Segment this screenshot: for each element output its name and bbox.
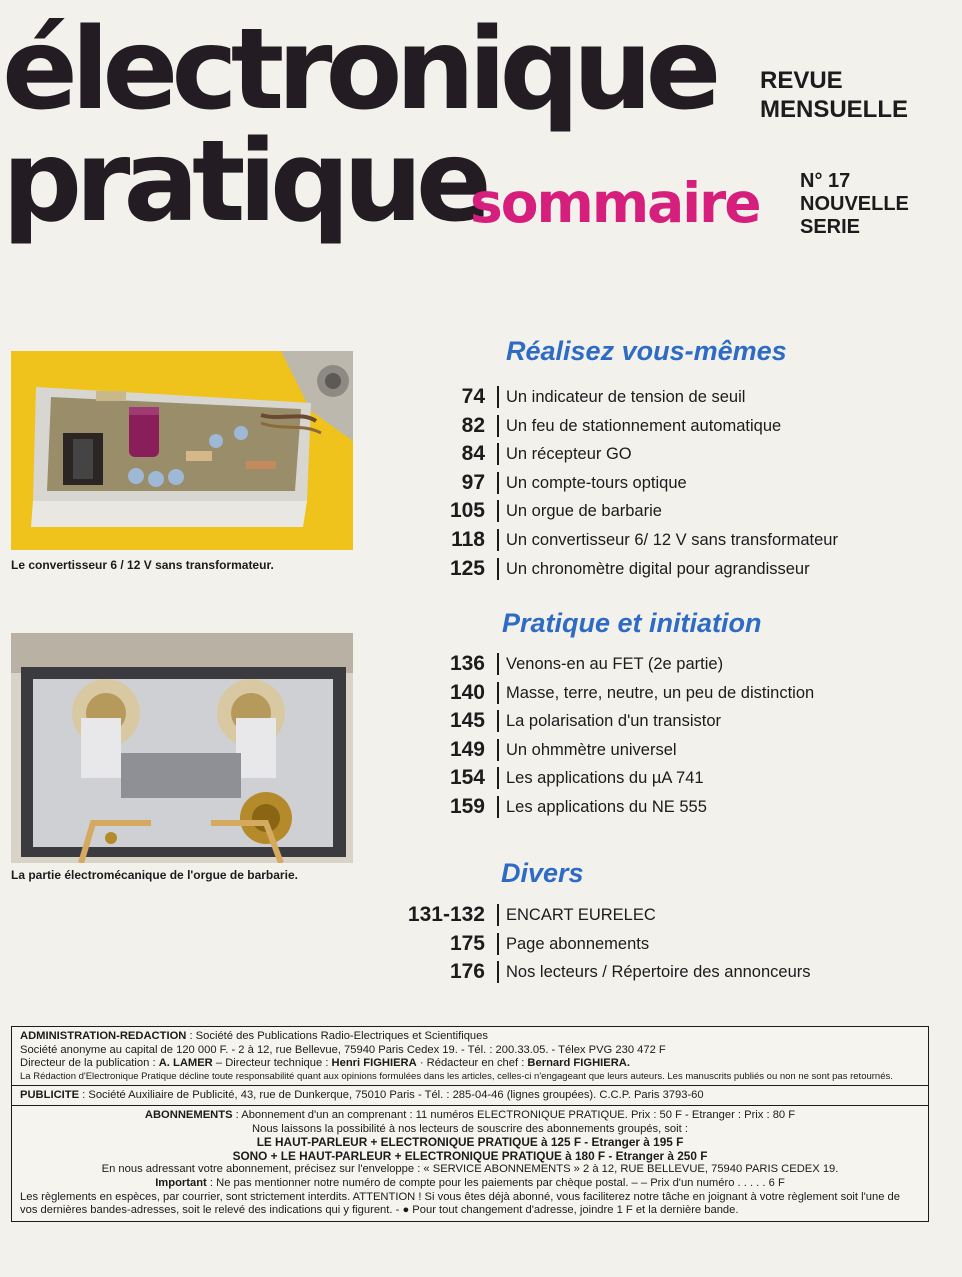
toc-article-title: Un feu de stationnement automatique — [497, 415, 781, 437]
toc-article-title: Venons-en au FET (2e partie) — [497, 653, 723, 675]
issue-line2: NOUVELLE — [800, 193, 909, 215]
abo-line2: Nous laissons la possibilité à nos lecteurs de souscrire des abonnements groupés, soit : — [252, 1122, 688, 1135]
toc-item — [320, 383, 940, 412]
issue-number: N° 17 — [800, 170, 851, 192]
toc-item — [320, 764, 940, 793]
section-title-divers: Divers — [501, 858, 584, 888]
toc-page: 140 — [449, 680, 485, 704]
toc-item — [320, 958, 940, 987]
imprint-box — [11, 1026, 929, 1222]
toc-page: 176 — [449, 960, 485, 984]
abo-line3: LE HAUT-PARLEUR + ELECTRONIQUE PRATIQUE à 125 F - Etranger à 195 F — [256, 1135, 684, 1150]
admin-line1: : Société des Publications Radio-Electriques et Scientifiques — [189, 1030, 488, 1042]
abo-line1: : Abonnement d'un an comprenant : 11 numéros ELECTRONIQUE PRATIQUE. Prix : 50 F - Etranger : Prix : 80 F — [235, 1109, 796, 1121]
masthead-title-line2: pratique — [2, 117, 485, 247]
abo-important-label: Important — [155, 1176, 207, 1189]
tech-director-label: – Directeur technique : — [215, 1057, 329, 1069]
toc-item — [320, 650, 940, 679]
toc-item — [320, 930, 940, 959]
pub-title: PUBLICITE — [20, 1088, 80, 1101]
toc-article-title: Masse, terre, neutre, un peu de distinction — [497, 682, 814, 704]
admin-line2: Société anonyme au capital de 120 000 F. - 2 à 12, rue Bellevue, 75940 Paris Cedex 19. - Tél. : 200.33.05. - Télex PVG 230 472 F — [20, 1043, 666, 1056]
toc-page: 97 — [461, 470, 485, 494]
abo-line5: En nous adressant votre abonnement, précisez sur l'enveloppe : « SERVICE ABONNEMENTS » 2 à 12, RUE BELLEVUE, 75940 PARIS CEDEX 19. — [101, 1163, 839, 1176]
toc-article-title: Page abonnements — [497, 933, 649, 955]
abo-line6: : Ne pas mentionner notre numéro de compte pour les paiements par chèque postal. – – Prix d'un numéro . . . . . 6 F — [209, 1176, 785, 1189]
section-title-realisez: Réalisez vous-mêmes — [506, 336, 787, 366]
toc-page: 154 — [449, 766, 485, 790]
toc-article-title: Un orgue de barbarie — [497, 500, 662, 522]
toc-item — [320, 440, 940, 469]
abo-line4: SONO + LE HAUT-PARLEUR + ELECTRONIQUE PRATIQUE à 180 F - Etranger à 250 F — [232, 1148, 708, 1163]
admin-title: ADMINISTRATION-REDACTION — [20, 1030, 187, 1042]
toc-article-title: Un chronomètre digital pour agrandisseur — [497, 558, 810, 580]
issue-line3: SERIE — [800, 216, 861, 238]
toc-page: 105 — [449, 499, 485, 523]
editor-label: · Rédacteur en chef : — [419, 1057, 525, 1069]
section-title-pratique: Pratique et initiation — [502, 608, 762, 638]
editor-name: Bernard FIGHIERA. — [527, 1057, 630, 1069]
toc-article-title: Les applications du NE 555 — [497, 796, 707, 818]
toc-page: 125 — [449, 556, 485, 580]
toc-item — [320, 707, 940, 736]
director-label: Directeur de la publication : — [20, 1057, 156, 1069]
toc-item — [320, 526, 940, 555]
toc-article-title: Un indicateur de tension de seuil — [497, 386, 745, 408]
revue-line1: REVUE — [760, 67, 843, 94]
organ-photo — [11, 633, 353, 863]
toc-pratique — [320, 650, 940, 822]
toc-page: 149 — [449, 737, 485, 761]
publicite-block — [12, 1086, 928, 1107]
toc-article-title: La polarisation d'un transistor — [497, 710, 721, 732]
toc-item — [320, 793, 940, 822]
toc-article-title: Un compte-tours optique — [497, 472, 687, 494]
converter-photo — [11, 351, 353, 550]
toc-article-title: Nos lecteurs / Répertoire des annonceurs — [497, 961, 811, 983]
organ-caption: La partie électromécanique de l'orgue de barbarie. — [11, 868, 298, 882]
abo-line7: Les règlements en espèces, par courrier, sont strictement interdits. ATTENTION ! Si vous êtes déjà abonné, vous faciliterez notre tâche en joignant à votre règlement soit l'une de vos dernières bandes-adresses, soit le relevé des indications qui y figurent. - ● Pour tout changement d'adresse, joindre 1 F et la dernière bande. — [20, 1190, 900, 1217]
organ-illustration — [11, 633, 353, 863]
toc-item — [320, 497, 940, 526]
toc-page: 82 — [461, 413, 485, 437]
toc-item — [320, 901, 940, 930]
toc-page: 131-132 — [407, 903, 485, 926]
abonnements-block — [12, 1106, 928, 1221]
toc-article-title: Un ohmmètre universel — [497, 739, 677, 761]
issue-info — [800, 170, 909, 239]
toc-item — [320, 555, 940, 584]
toc-page: 74 — [461, 385, 485, 408]
revue-mensuelle — [760, 66, 908, 124]
toc-article-title: Un récepteur GO — [497, 443, 632, 465]
sommaire-heading: sommaire — [470, 171, 760, 235]
director-name: A. LAMER — [158, 1057, 213, 1069]
toc-item — [320, 469, 940, 498]
toc-page: 159 — [449, 794, 485, 818]
admin-disclaimer: La Rédaction d'Electronique Pratique décline toute responsabilité quant aux opinions formulées dans les articles, celles-ci n'engageant que leurs auteurs. Les manuscrits publiés ou non ne sont pas retournés. — [20, 1070, 893, 1082]
toc-item — [320, 736, 940, 765]
converter-caption: Le convertisseur 6 / 12 V sans transformateur. — [11, 558, 274, 572]
tech-director-name: Henri FIGHIERA — [331, 1057, 417, 1069]
toc-divers — [320, 901, 940, 987]
toc-realisez — [320, 383, 940, 583]
administration-block — [12, 1027, 928, 1086]
toc-page: 145 — [449, 709, 485, 733]
abo-title: ABONNEMENTS — [144, 1109, 233, 1121]
pub-text: : Société Auxiliaire de Publicité, 43, rue de Dunkerque, 75010 Paris - Tél. : 285-04-46 (lignes groupées). C.C.P. Paris 3793-60 — [82, 1088, 704, 1101]
toc-article-title: Un convertisseur 6/ 12 V sans transformateur — [497, 529, 838, 551]
toc-article-title: ENCART EURELEC — [497, 904, 656, 926]
toc-item — [320, 679, 940, 708]
toc-article-title: Les applications du µA 741 — [497, 767, 704, 789]
toc-page: 136 — [449, 652, 485, 675]
masthead-title-line1: électronique — [2, 5, 715, 135]
toc-page: 84 — [461, 442, 485, 466]
toc-item — [320, 412, 940, 441]
revue-line2: MENSUELLE — [760, 96, 909, 123]
toc-page: 175 — [449, 931, 485, 955]
converter-illustration — [11, 351, 353, 550]
toc-page: 118 — [451, 527, 485, 551]
